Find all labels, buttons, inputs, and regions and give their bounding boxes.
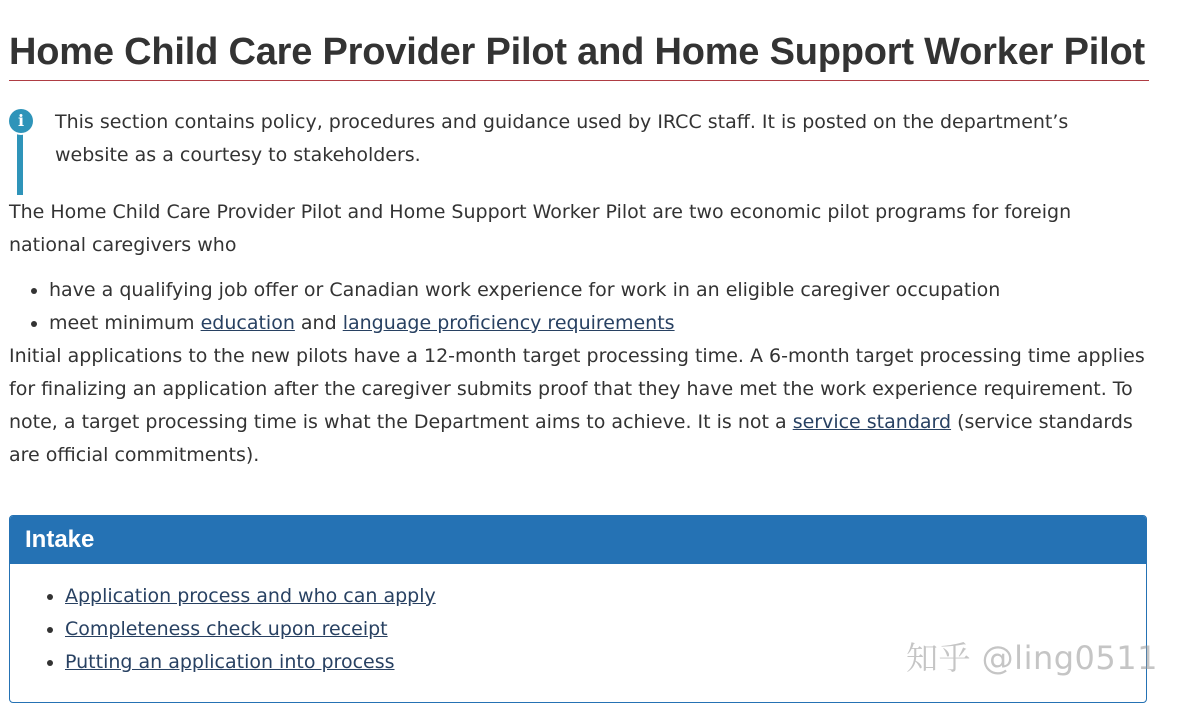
putting-application-into-process-link[interactable]: Putting an application into process (65, 651, 395, 673)
intake-panel-heading: Intake (10, 516, 1146, 564)
service-standard-link[interactable]: service standard (792, 411, 952, 433)
requirement-job-offer: have a qualifying job offer or Canadian work experience for work in an eligible caregiver occupation (49, 279, 1001, 301)
list-item (49, 307, 1149, 340)
info-alert (9, 91, 1149, 196)
list-item (65, 580, 1146, 613)
info-icon: i (9, 109, 33, 133)
completeness-check-link[interactable]: Completeness check upon receipt (65, 618, 388, 640)
watermark: 知乎 @ling0511 (906, 639, 1158, 677)
page-title: Home Child Care Provider Pilot and Home Support Worker Pilot (9, 30, 1149, 81)
requirement-and: and (294, 312, 343, 334)
education-link[interactable]: education (200, 312, 295, 334)
intro-paragraph: The Home Child Care Provider Pilot and Home Support Worker Pilot are two economic pilot programs for foreign national caregivers who (9, 201, 1072, 256)
processing-paragraph (9, 340, 1149, 472)
alert-text: This section contains policy, procedures and guidance used by IRCC staff. It is posted on the department’s website as a courtesy to stakeholders. (55, 111, 1069, 166)
processing-text: Initial applications to the new pilots have a 12-month target processing time. A 6-month target processing time applies for finalizing an application after the caregiver submits proof that they have met the work experience requirement. To note, a target processing time is what the Department aims to achieve. It is not a (9, 345, 1145, 433)
language-proficiency-link[interactable]: language proficiency requirements (342, 312, 675, 334)
application-process-link[interactable]: Application process and who can apply (65, 585, 436, 607)
list-item (49, 274, 1149, 307)
processing-text-after: (service standards are official commitments). (9, 411, 1133, 466)
requirement-prefix: meet minimum (49, 312, 201, 334)
requirements-list (9, 274, 1149, 340)
